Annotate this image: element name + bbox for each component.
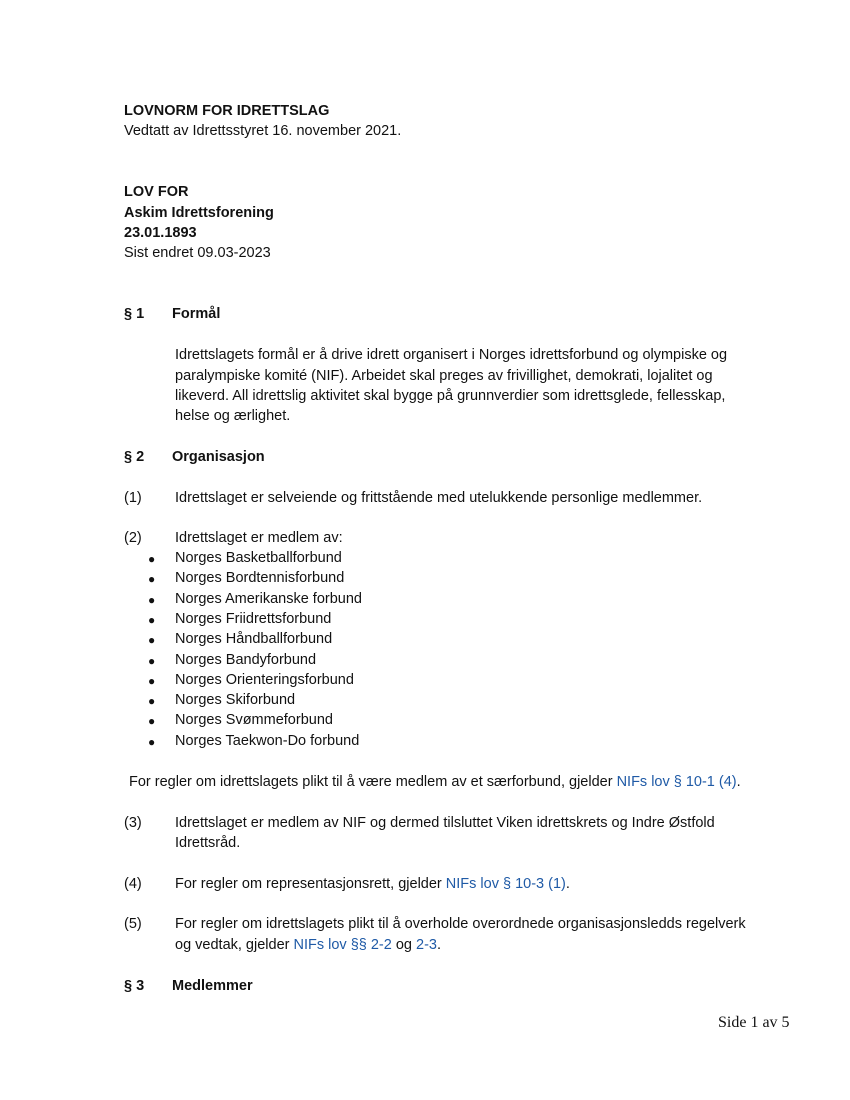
paragraph-text: Idrettslaget er medlem av NIF og dermed tilsluttet Viken idrettskrets og Indre Østfold <box>175 815 715 831</box>
list-item: Norges Orienteringsforbund <box>175 672 354 688</box>
list-item: Norges Amerikanske forbund <box>175 591 362 607</box>
nif-law-2-3-link[interactable]: 2-3 <box>416 937 437 953</box>
p5-end: . <box>436 937 442 953</box>
paragraph-number: (5) <box>124 916 142 932</box>
paragraph-text: For regler om idrettslagets plikt til å overholde overordnede organisasjonsledds regelverk <box>175 916 746 932</box>
paragraph-text <box>175 935 441 955</box>
bullet-icon: ● <box>148 552 156 566</box>
nif-law-10-3-link[interactable]: NIFs lov § 10-3 (1) <box>445 876 566 892</box>
nif-law-2-2-link[interactable]: NIFs lov §§ 2-2 <box>293 937 392 953</box>
club-name: Askim Idrettsforening <box>124 205 274 221</box>
section-2-number: § 2 <box>124 449 145 465</box>
list-item: Norges Basketballforbund <box>175 550 342 566</box>
bullet-icon: ● <box>148 674 156 688</box>
last-changed: Sist endret 09.03-2023 <box>124 245 271 261</box>
adopted-date: Vedtatt av Idrettsstyret 16. november 2021. <box>124 123 402 139</box>
paragraph-text: Idrettsråd. <box>175 835 241 851</box>
paragraph-number: (3) <box>124 815 142 831</box>
section-1-line: helse og ærlighet. <box>175 408 291 424</box>
bullet-icon: ● <box>148 593 156 607</box>
paragraph-text: Idrettslaget er medlem av: <box>175 530 343 546</box>
bullet-icon: ● <box>148 694 156 708</box>
section-1-line: Idrettslagets formål er å drive idrett organisert i Norges idrettsforbund og olympiske og <box>175 347 728 363</box>
document-title: LOVNORM FOR IDRETTSLAG <box>124 103 330 119</box>
list-item: Norges Svømmeforbund <box>175 712 333 728</box>
list-item: Norges Taekwon-Do forbund <box>175 733 360 749</box>
page-number: Side 1 av 5 <box>718 1014 790 1031</box>
paragraph-number: (4) <box>124 876 142 892</box>
bullet-icon: ● <box>148 633 156 647</box>
bullet-icon: ● <box>148 735 156 749</box>
list-item: Norges Bordtennisforbund <box>175 570 345 586</box>
paragraph-number: (1) <box>124 490 142 506</box>
list-item: Norges Friidrettsforbund <box>175 611 332 627</box>
bullet-icon: ● <box>148 714 156 728</box>
section-1-line: paralympiske komité (NIF). Arbeidet skal preges av frivillighet, demokrati, lojalitet og <box>175 368 713 384</box>
note-text: For regler om idrettslagets plikt til å være medlem av et særforbund, gjelder <box>129 774 617 790</box>
p4-text: For regler om representasjonsrett, gjelder <box>175 876 446 892</box>
paragraph-number: (2) <box>124 530 142 546</box>
paragraph-text: Idrettslaget er selveiende og frittstående med utelukkende personlige medlemmer. <box>175 490 703 506</box>
bullet-icon: ● <box>148 613 156 627</box>
club-founded: 23.01.1893 <box>124 225 197 241</box>
section-1-title: Formål <box>172 306 221 322</box>
paragraph-text <box>175 874 570 894</box>
section-1-number: § 1 <box>124 306 145 322</box>
note-end: . <box>736 774 741 790</box>
section-3-title: Medlemmer <box>172 978 253 994</box>
bullet-icon: ● <box>148 654 156 668</box>
section-2-title: Organisasjon <box>172 449 265 465</box>
bullet-icon: ● <box>148 572 156 586</box>
law-for-label: LOV FOR <box>124 184 189 200</box>
nif-law-10-1-link[interactable]: NIFs lov § 10-1 (4) <box>616 774 737 790</box>
section-3-number: § 3 <box>124 978 145 994</box>
list-item: Norges Bandyforbund <box>175 652 317 668</box>
list-item: Norges Skiforbund <box>175 692 296 708</box>
section-1-line: likeverd. All idrettslig aktivitet skal bygge på grunnverdier som idrettsglede, fellesskap, <box>175 388 726 404</box>
list-item: Norges Håndballforbund <box>175 631 333 647</box>
membership-note <box>129 772 741 792</box>
p5-mid: og <box>391 937 417 953</box>
p5-text: og vedtak, gjelder <box>175 937 294 953</box>
p4-end: . <box>565 876 570 892</box>
